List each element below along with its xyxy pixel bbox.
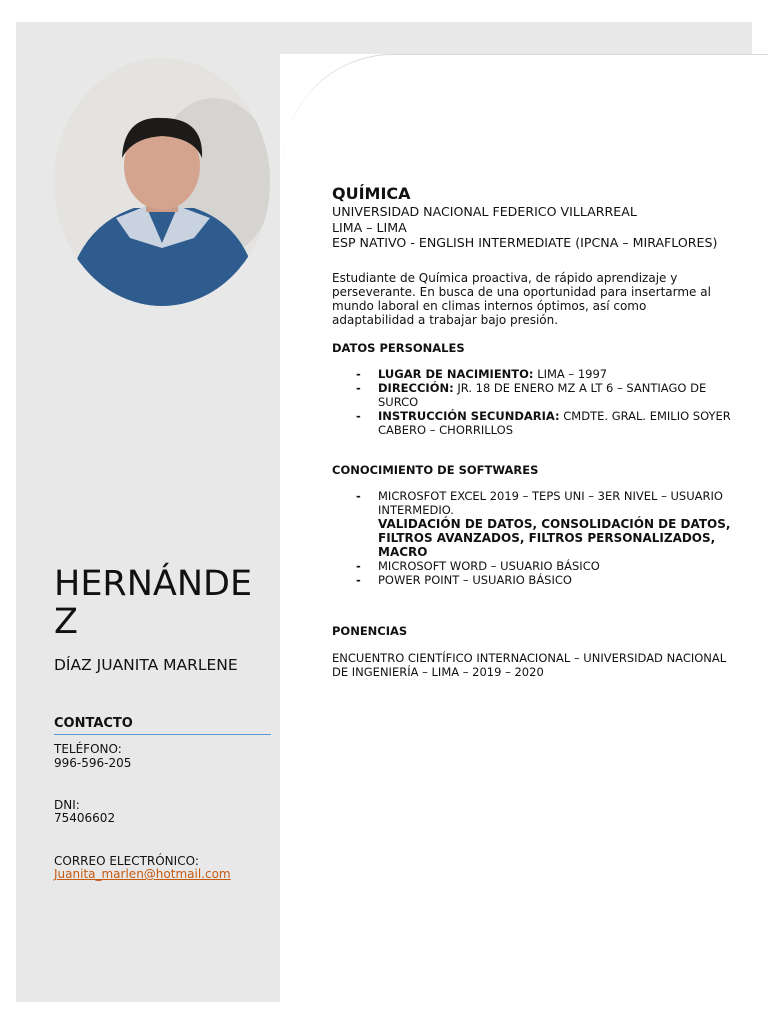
item-label: LUGAR DE NACIMIENTO: [378,366,534,381]
phone-label: TELÉFONO: [54,742,122,756]
list-item [356,573,732,587]
personal-data-list [332,367,732,437]
list-marker: - [356,488,361,503]
list-item [356,409,732,437]
list-marker: - [356,572,361,587]
talks-heading: PONENCIAS [332,623,408,638]
contact-divider [54,734,271,735]
list-marker: - [356,366,361,381]
item-value: JR. 18 DE ENERO MZ A LT 6 – SANTIAGO DE SURCO [378,380,707,409]
powerpoint-skill: POWER POINT – USUARIO BÁSICO [378,572,572,587]
email-link[interactable]: Juanita_marlen@hotmail.com [54,867,231,881]
profile-photo [54,58,270,306]
profile-summary: Estudiante de Química proactiva, de rápido aprendizaje y perseverante. En busca de una oportunidad para insertarme al mundo laboral en climas internos óptimos, así como adaptabilidad a trabajar bajo presión. [332,270,711,327]
degree-title: QUÍMICA [332,184,411,203]
main-content [332,184,732,679]
surname-heading: HERNÁNDEZ [54,564,253,642]
item-label: INSTRUCCIÓN SECUNDARIA: [378,408,560,423]
list-item [356,489,732,559]
word-skill: MICROSOFT WORD – USUARIO BÁSICO [378,558,600,573]
software-heading: CONOCIMIENTO DE SOFTWARES [332,462,539,477]
email-label: CORREO ELECTRÓNICO: [54,854,199,868]
item-label: DIRECCIÓN: [378,380,454,395]
phone-value: 996-596-205 [54,756,132,770]
header-band [16,22,752,54]
education-location: LIMA – LIMA [332,219,407,235]
list-item [356,559,732,573]
talk-item: ENCUENTRO CIENTÍFICO INTERNACIONAL – UNIVERSIDAD NACIONAL DE INGENIERÍA – LIMA – 2019 – 2020 [332,650,727,679]
dni-value: 75406602 [54,811,116,825]
item-value: CMDTE. GRAL. EMILIO SOYER CABERO – CHORRILLOS [378,408,731,437]
excel-skill: MICROSFOT EXCEL 2019 – TEPS UNI – 3ER NIVEL – USUARIO INTERMEDIO. [378,488,723,517]
list-marker: - [356,558,361,573]
languages: ESP NATIVO - ENGLISH INTERMEDIATE (IPCNA – MIRAFLORES) [332,235,718,250]
university: UNIVERSIDAD NACIONAL FEDERICO VILLARREAL [332,204,637,219]
excel-detail: VALIDACIÓN DE DATOS, CONSOLIDACIÓN DE DATOS, FILTROS AVANZADOS, FILTROS PERSONALIZADOS, MACRO [378,516,731,559]
list-marker: - [356,408,361,423]
list-marker: - [356,380,361,395]
dni-label: DNI: [54,798,80,812]
item-value: LIMA – 1997 [537,366,608,381]
given-names: DÍAZ JUANITA MARLENE [54,656,238,674]
contact-heading: CONTACTO [54,716,133,731]
software-list [332,489,732,587]
list-item [356,381,732,409]
personal-data-heading: DATOS PERSONALES [332,340,465,355]
list-item [356,367,732,381]
